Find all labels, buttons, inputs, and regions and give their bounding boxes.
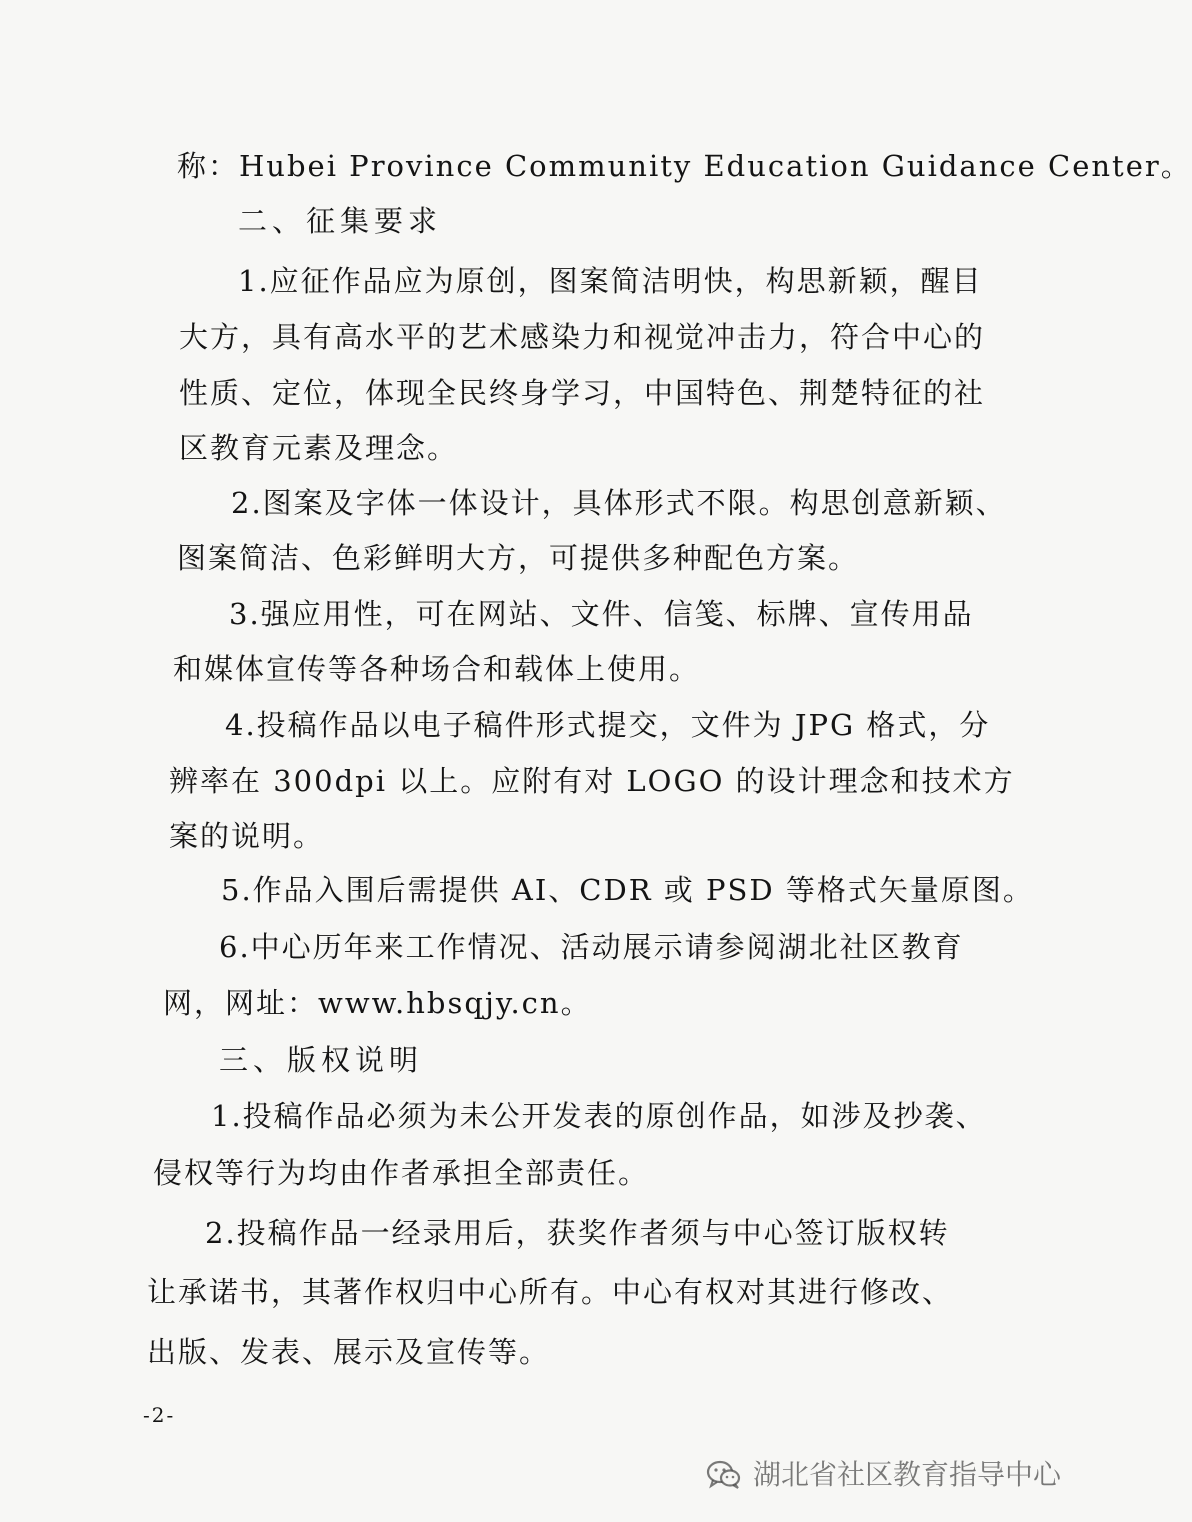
text-line: 辨率在 300dpi 以上。应附有对 LOGO 的设计理念和技术方 bbox=[169, 764, 1015, 798]
watermark bbox=[705, 1458, 1061, 1492]
watermark-text: 湖北省社区教育指导中心 bbox=[753, 1458, 1062, 1491]
text-line: 让承诺书，其著作权归中心所有。中心有权对其进行修改、 bbox=[147, 1275, 954, 1309]
section-heading: 二、征集要求 bbox=[238, 204, 443, 238]
text-line: 性质、定位，体现全民终身学习，中国特色、荆楚特征的社 bbox=[179, 376, 986, 410]
text-line: 出版、发表、展示及宣传等。 bbox=[147, 1335, 551, 1369]
text-line: 图案简洁、色彩鲜明大方，可提供多种配色方案。 bbox=[177, 541, 860, 575]
text-line: 5.作品入围后需提供 AI、CDR 或 PSD 等格式矢量原图。 bbox=[221, 873, 1034, 907]
text-line: 2.图案及字体一体设计，具体形式不限。构思创意新颖、 bbox=[231, 486, 1007, 520]
text-line: 大方，具有高水平的艺术感染力和视觉冲击力，符合中心的 bbox=[179, 320, 986, 354]
text-line: 案的说明。 bbox=[169, 819, 325, 853]
wechat-icon bbox=[705, 1460, 743, 1490]
page-number: -2- bbox=[143, 1403, 176, 1427]
text-line: 侵权等行为均由作者承担全部责任。 bbox=[153, 1156, 650, 1190]
text-line: 网，网址：www.hbsqjy.cn。 bbox=[163, 986, 592, 1020]
text-line: 2.投稿作品一经录用后，获奖作者须与中心签订版权转 bbox=[205, 1216, 950, 1250]
text-line: 区教育元素及理念。 bbox=[179, 431, 459, 465]
text-line: 称：Hubei Province Community Education Guidance Center。 bbox=[177, 149, 1192, 183]
text-line: 4.投稿作品以电子稿件形式提交，文件为 JPG 格式，分 bbox=[225, 708, 991, 742]
text-line: 6.中心历年来工作情况、活动展示请参阅湖北社区教育 bbox=[219, 930, 964, 964]
text-line: 3.强应用性，可在网站、文件、信笺、标牌、宣传用品 bbox=[229, 597, 974, 631]
section-heading: 三、版权说明 bbox=[219, 1043, 424, 1077]
text-line: 1.应征作品应为原创，图案简洁明快，构思新颖，醒目 bbox=[238, 264, 983, 298]
text-line: 和媒体宣传等各种场合和载体上使用。 bbox=[173, 652, 701, 686]
text-line: 1.投稿作品必须为未公开发表的原创作品，如涉及抄袭、 bbox=[211, 1099, 987, 1133]
